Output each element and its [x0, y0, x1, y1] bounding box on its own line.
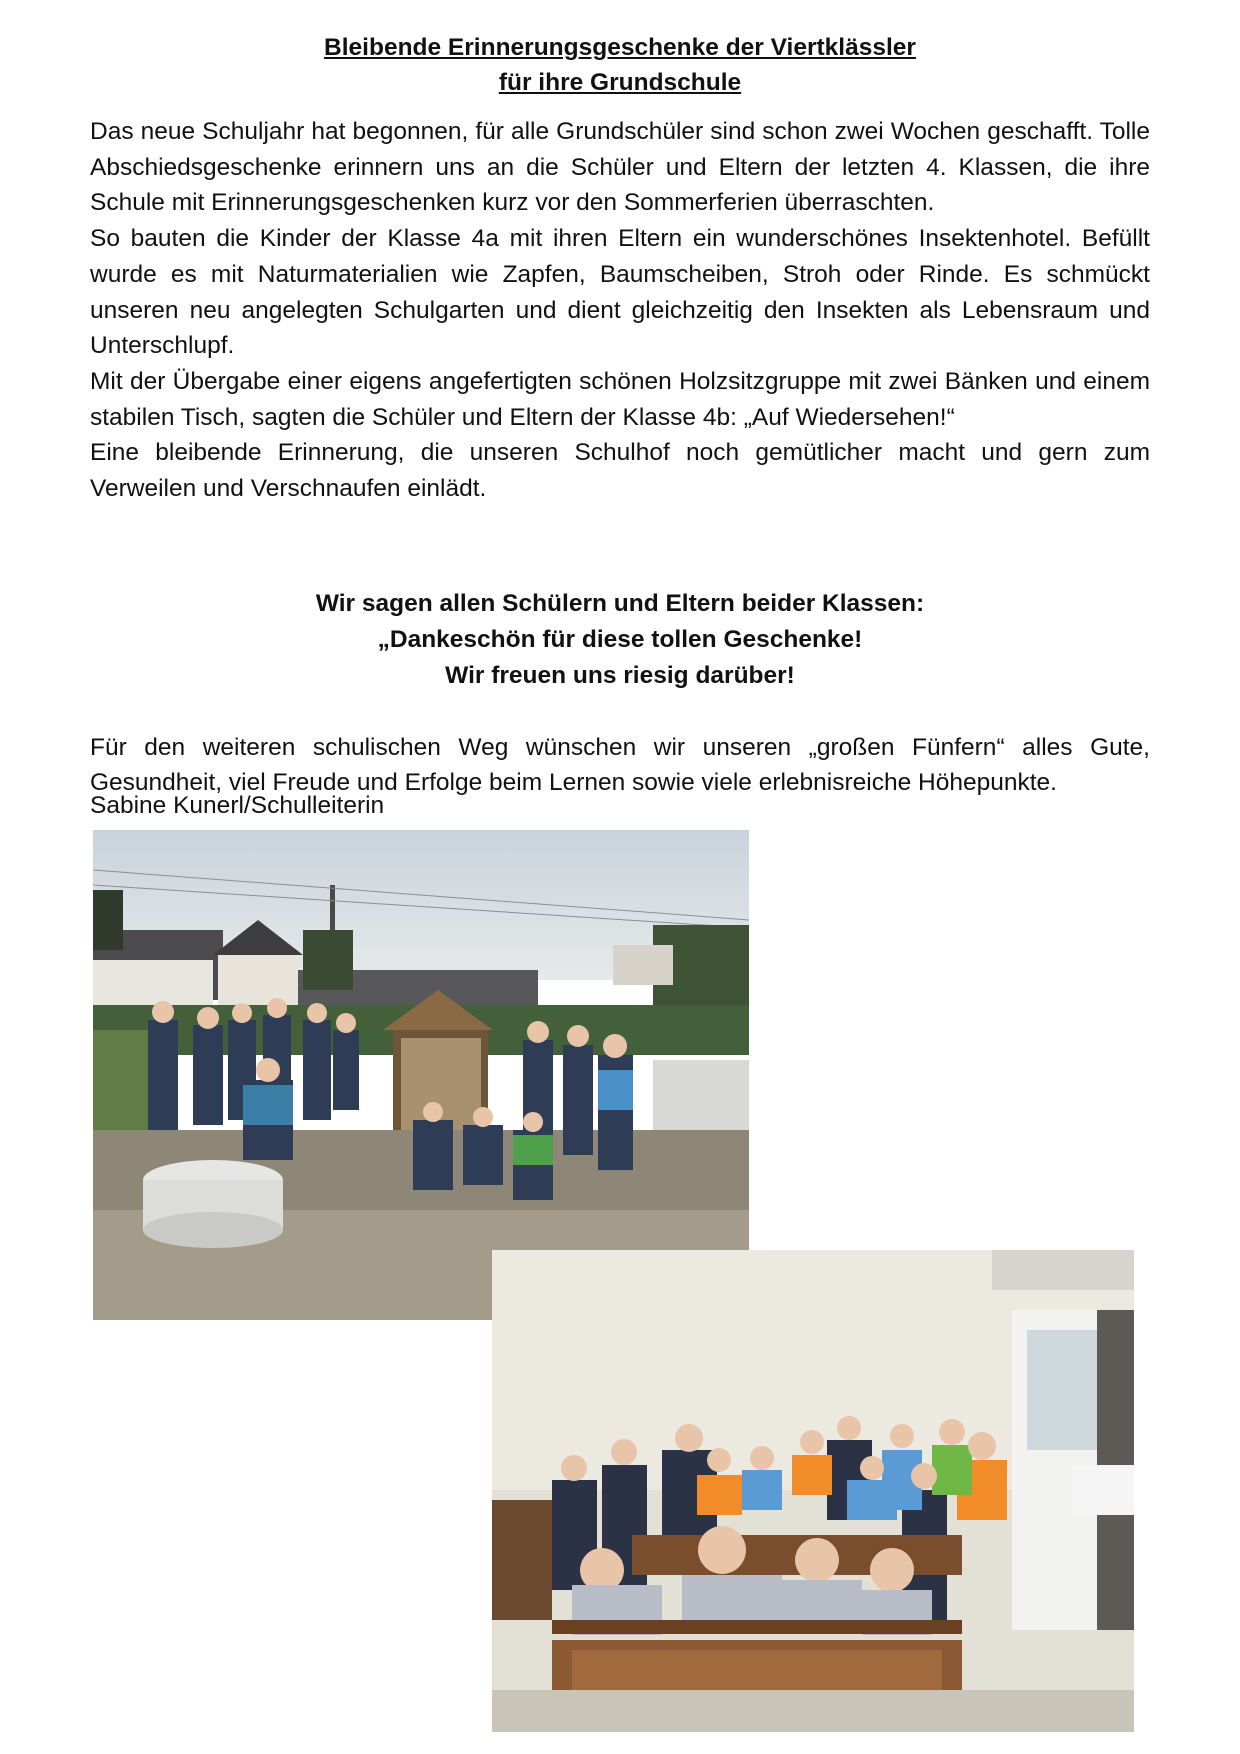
thanks-line-3: Wir freuen uns riesig darüber! [445, 662, 795, 689]
paragraph-memory: Eine bleibende Erinnerung, die unseren Schulhof noch gemütlicher macht und gern zum Verweilen und Verschnaufen einlädt. [90, 439, 1150, 503]
wishes-paragraph: Für den weiteren schulischen Weg wünschen wir unseren „großen Fünfern“ alles Gute, Gesundheit, viel Freude und Erfolge beim Lernen sowie viele erlebnisreiche Höhepunkte. [90, 733, 1150, 797]
thanks-line-2: „Dankeschön für diese tollen Geschenke! [377, 626, 863, 653]
title-line-1: Bleibende Erinnerungsgeschenke der Viertklässler [324, 34, 916, 61]
thanks-block [90, 586, 1150, 694]
paragraph-bench-gift: Mit der Übergabe einer eigens angefertigten schönen Holzsitzgruppe mit zwei Bänken und einem stabilen Tisch, sagten die Schüler und Eltern der Klasse 4b: „Auf Wiedersehen!“ [90, 367, 1150, 431]
paragraph-insect-hotel: So bauten die Kinder der Klasse 4a mit ihren Eltern ein wunderschönes Insektenhotel. Befüllt wurde es mit Naturmaterialien wie Zapfen, Baumscheiben, Stroh oder Rinde. Es schmückt unseren neu angelegten Schulgarten und dient gleichzeitig den Insekten als Lebensraum und Unterschlupf. [90, 225, 1150, 360]
title-line-2: für ihre Grundschule [498, 69, 742, 96]
article-body [90, 114, 1150, 507]
paragraph-intro: Das neue Schuljahr hat begonnen, für alle Grundschüler sind schon zwei Wochen geschafft. Tolle Abschiedsgeschenke erinnern uns an die Schüler und Eltern der letzten 4. Klassen, die ihre Schule mit Erinnerungsgeschenken kurz vor den Sommerferien überraschten. [90, 118, 1150, 217]
photo-insect-hotel-group [93, 830, 749, 1320]
photo-bench-group [492, 1250, 1134, 1732]
article-title [90, 30, 1150, 100]
thanks-line-1: Wir sagen allen Schülern und Eltern beider Klassen: [315, 590, 925, 617]
signature: Sabine Kunerl/Schulleiterin [90, 792, 385, 819]
